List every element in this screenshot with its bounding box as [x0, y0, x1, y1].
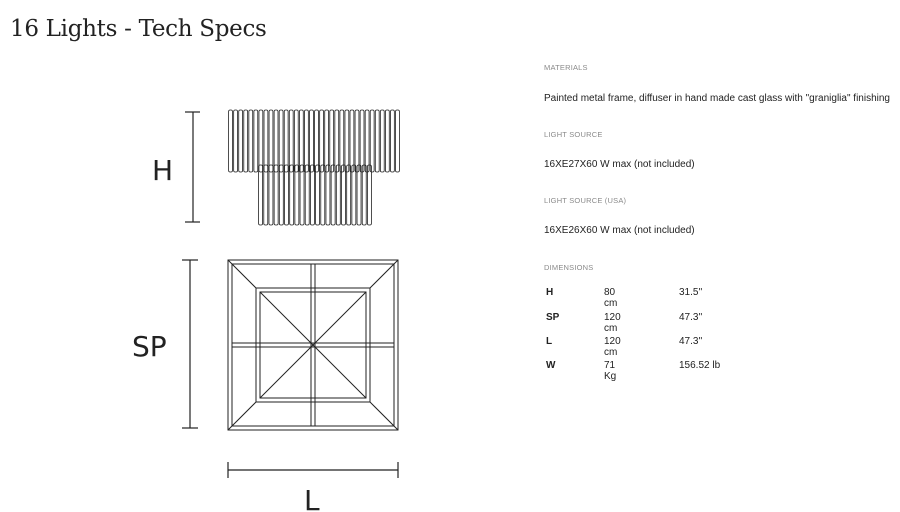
dimension-metric: 71 Kg [604, 360, 617, 382]
plan-view [228, 260, 398, 430]
dimension-imperial: 47.3'' [679, 312, 703, 323]
light-source-usa-label: LIGHT SOURCE (USA) [544, 196, 627, 205]
length-label: L [304, 484, 320, 512]
height-dimension-line [185, 112, 200, 222]
length-dimension-line [228, 462, 398, 478]
spread-dimension-line [182, 260, 198, 428]
materials-label: MATERIALS [544, 63, 588, 72]
dimension-key: L [546, 336, 553, 347]
dimension-imperial: 156.52 lb [679, 360, 721, 371]
height-label: H [152, 154, 174, 187]
dimension-imperial: 31.5'' [679, 287, 703, 298]
dimension-key: W [546, 360, 556, 371]
dimension-key: H [546, 287, 554, 298]
dimension-metric: 120 cm [604, 312, 621, 334]
light-source-value: 16XE27X60 W max (not included) [544, 159, 695, 170]
dimension-imperial: 47.3'' [679, 336, 703, 347]
materials-value: Painted metal frame, diffuser in hand made cast glass with "graniglia" finishing [544, 93, 890, 104]
dimensions-label: DIMENSIONS [544, 263, 594, 272]
dimension-key: SP [546, 312, 560, 323]
light-source-usa-value: 16XE26X60 W max (not included) [544, 225, 695, 236]
page-title: 16 Lights - Tech Specs [10, 16, 267, 42]
spread-label: SP [132, 330, 167, 363]
dimension-metric: 120 cm [604, 336, 621, 358]
side-elevation [229, 110, 400, 225]
light-source-label: LIGHT SOURCE [544, 130, 603, 139]
dimension-metric: 80 cm [604, 287, 618, 309]
